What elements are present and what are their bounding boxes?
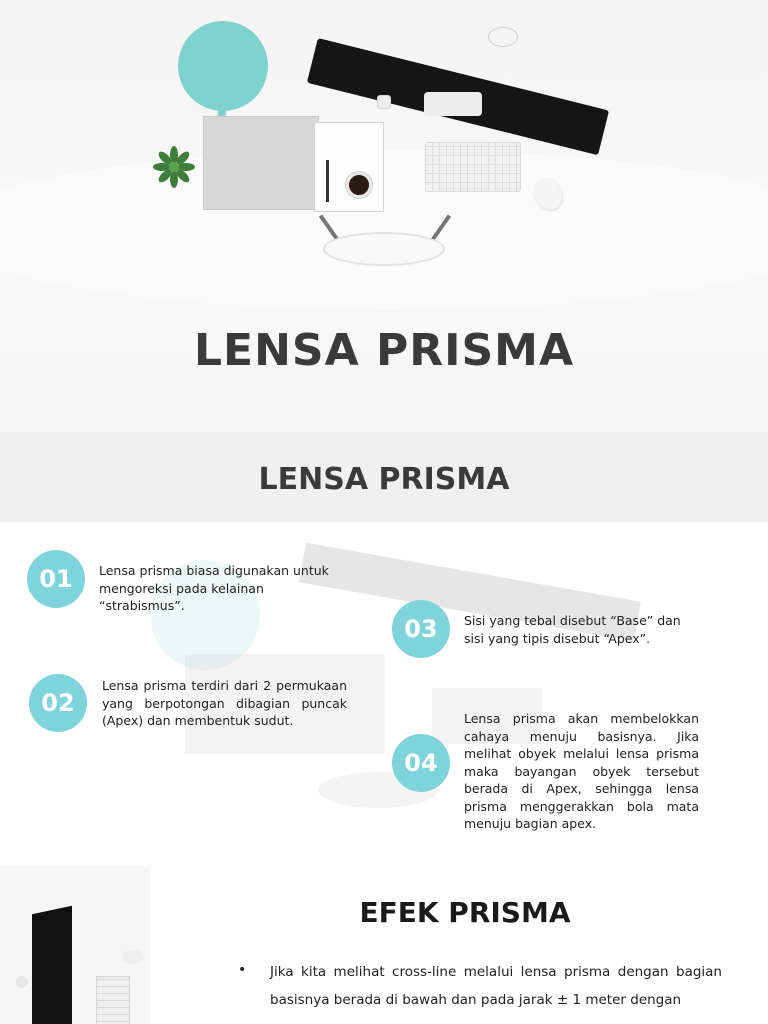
point-number-badge: 02: [29, 674, 87, 732]
chair: [323, 232, 445, 266]
bullet-text: Jika kita melihat cross-line melalui lensa prisma dengan bagian basisnya berada di bawah dan pada jarak ± 1 meter dengan: [270, 964, 722, 1008]
point-text: Lensa prisma akan membelokkan cahaya menuju basisnya. Jika melihat obyek melalui lensa prisma maka bayangan obyek tersebut berada di Apex, sehingga lensa prisma menggerakkan bola mata menuju bagian apex.: [464, 711, 699, 831]
mouse: [122, 950, 144, 964]
small-object: [16, 976, 28, 988]
notebook: [314, 122, 384, 212]
point-text: Sisi yang tebal disebut “Base” dan sisi yang tipis disebut “Apex”.: [464, 613, 681, 646]
point-text: Lensa prisma biasa digunakan untuk mengoreksi pada kelainan “strabismus”.: [99, 563, 329, 613]
monitor-stand: [424, 92, 482, 116]
plant-icon: [152, 145, 196, 189]
small-device: [377, 95, 391, 109]
coffee-cup: [346, 172, 372, 198]
pen: [326, 160, 329, 202]
computer-monitor: [32, 906, 72, 1024]
point-number-badge: 01: [27, 550, 85, 608]
slide-heading: EFEK PRISMA: [359, 896, 571, 929]
slide-efek-prisma: [0, 866, 768, 1024]
point-number-badge: 04: [392, 734, 450, 792]
bullet-icon: •: [238, 962, 247, 978]
slide-heading: LENSA PRISMA: [258, 462, 510, 497]
background-wave: [0, 150, 768, 310]
point-number-badge: 03: [392, 600, 450, 658]
slide-title: [0, 0, 768, 432]
slide-title-heading: LENSA PRISMA: [193, 325, 574, 376]
earphones-icon: [488, 27, 518, 47]
binder-folder: [203, 116, 319, 210]
slide-lensa-prisma: [0, 432, 768, 866]
keyboard: [425, 142, 521, 192]
point-text: Lensa prisma terdiri dari 2 permukaan yang berpotongan dibagian puncak (Apex) dan membentuk sudut.: [102, 678, 347, 728]
keyboard: [96, 976, 130, 1024]
